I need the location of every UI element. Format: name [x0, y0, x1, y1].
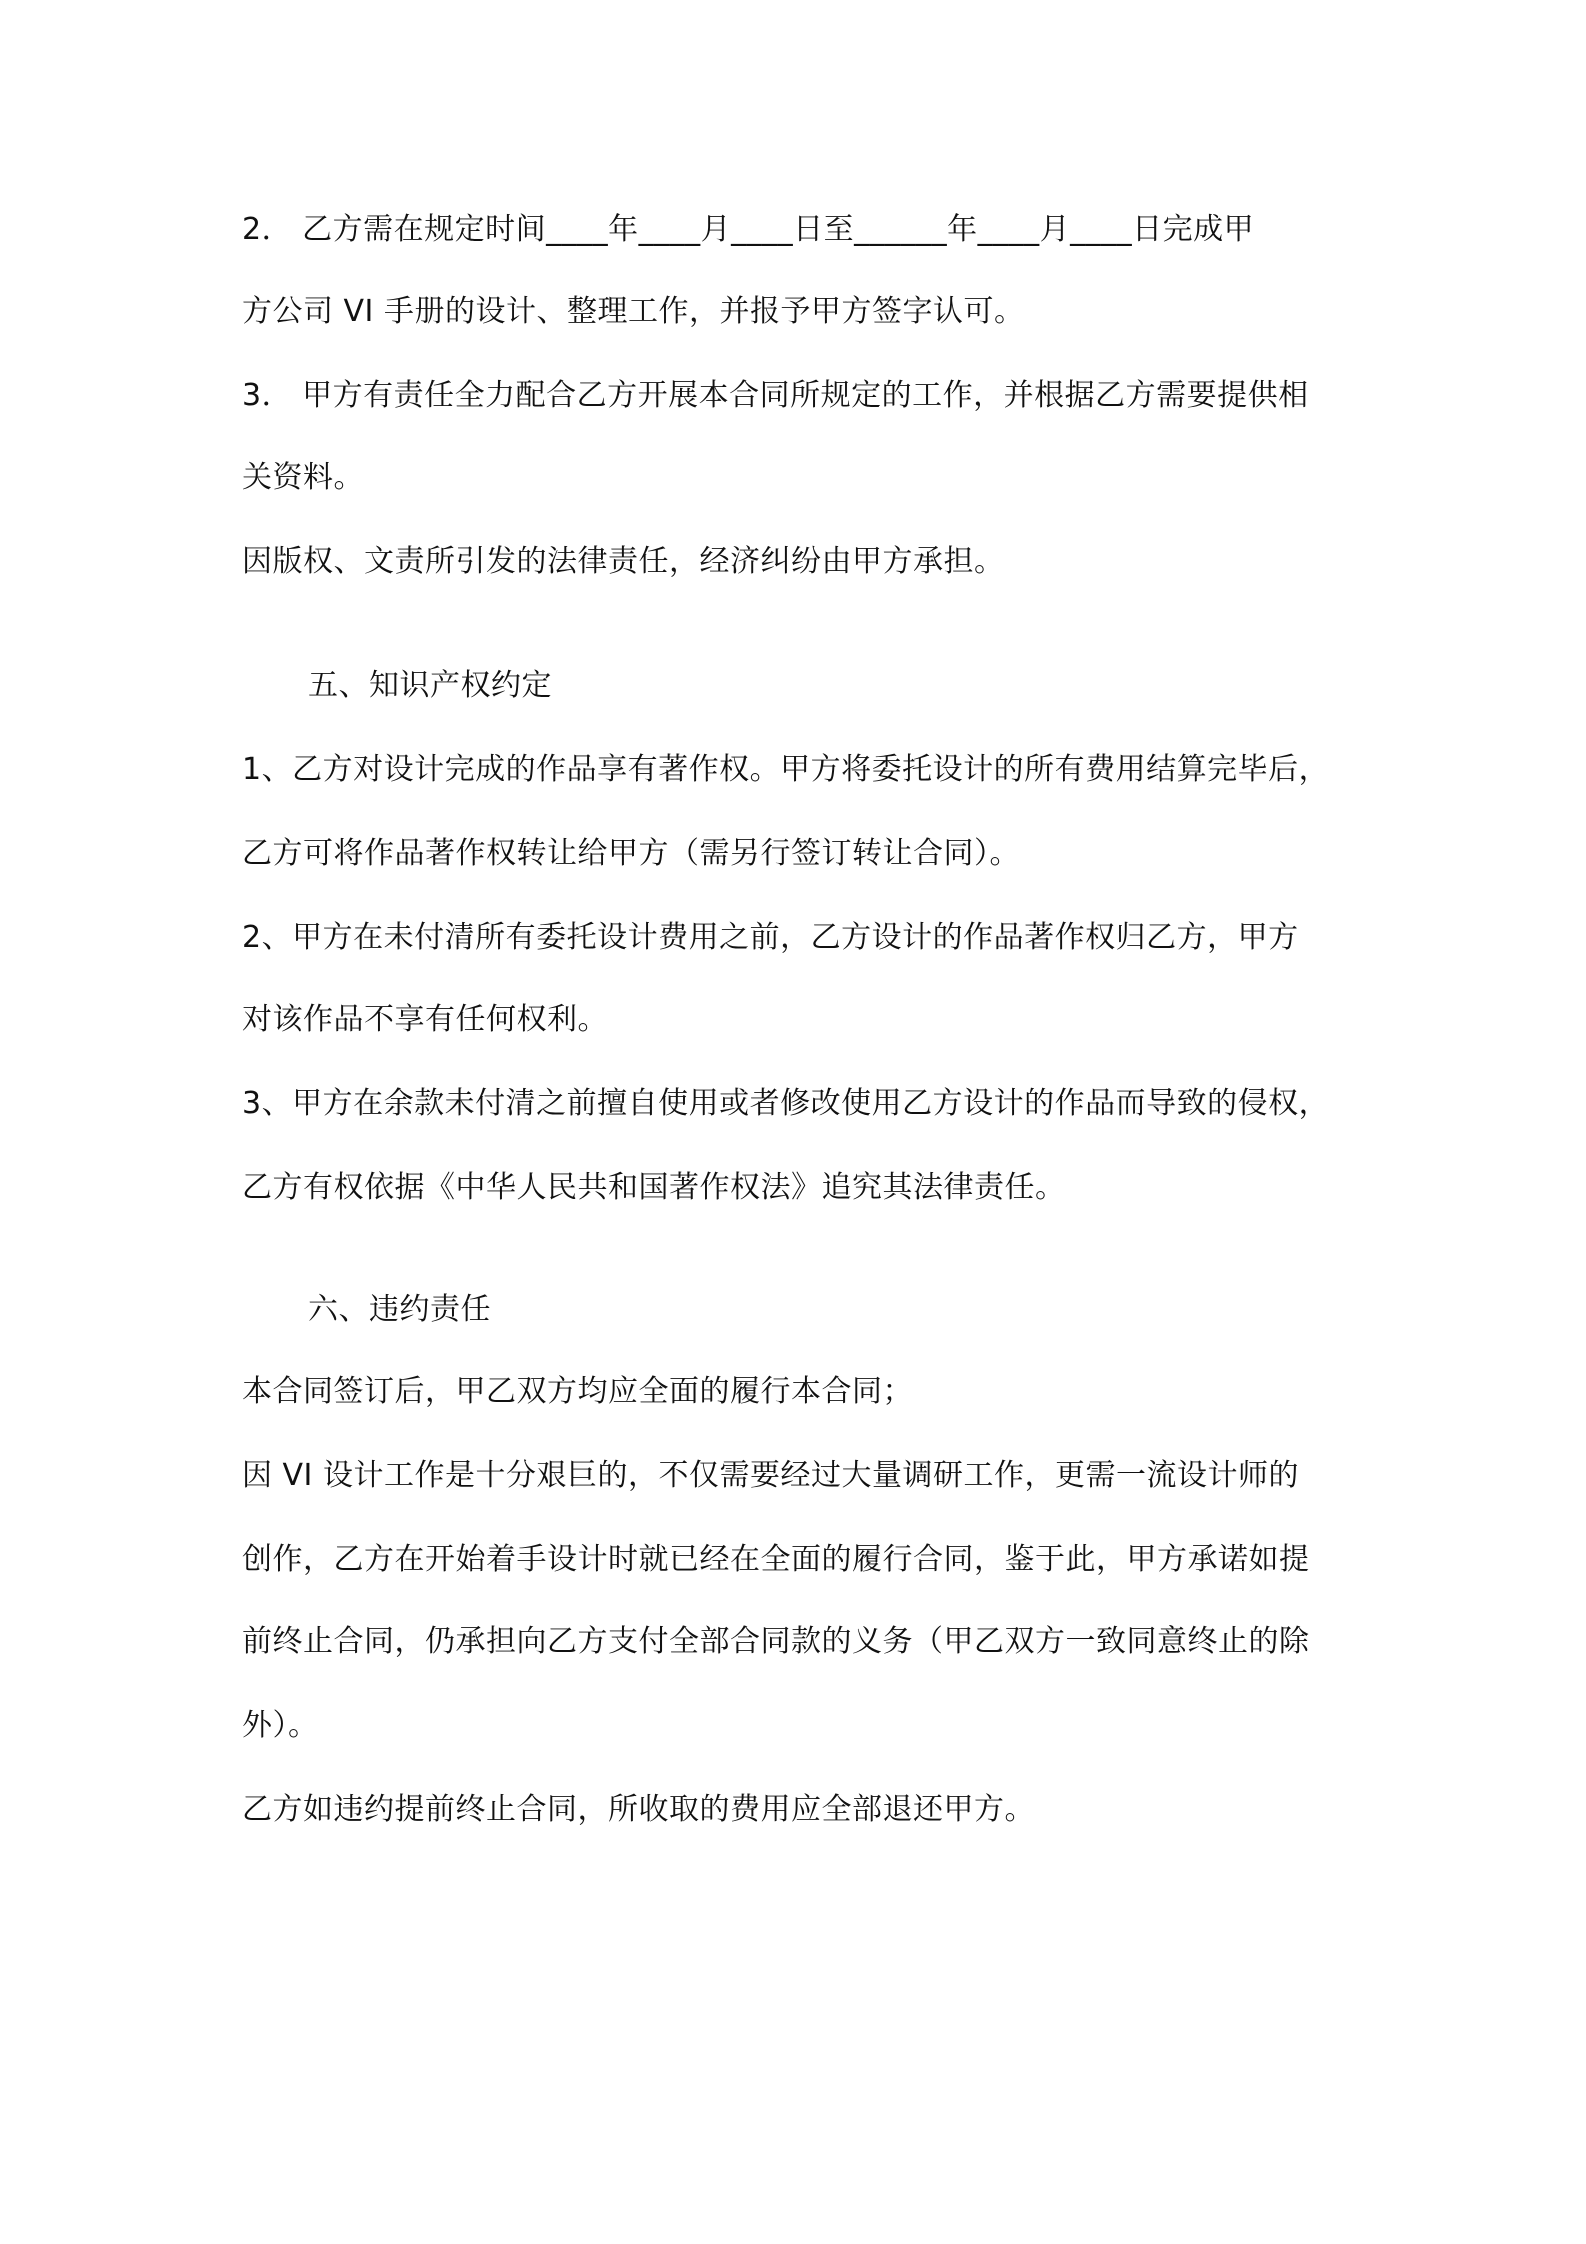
ip-item-3-line-1: 3、甲方在余款未付清之前擅自使用或者修改使用乙方设计的作品而导致的侵权， — [242, 1086, 1330, 1121]
copyright-liability-line: 因版权、文责所引发的法律责任，经济纠纷由甲方承担。 — [242, 544, 1005, 579]
ip-item-3-line-2: 乙方有权依据《中华人民共和国著作权法》追究其法律责任。 — [242, 1170, 1066, 1205]
section-heading-breach: 六、违约责任 — [308, 1292, 491, 1327]
breach-line-4: 前终止合同，仍承担向乙方支付全部合同款的义务（甲乙双方一致同意终止的除 — [242, 1624, 1310, 1659]
section-heading-ip: 五、知识产权约定 — [308, 668, 552, 703]
paragraph-3-line-1: 3． 甲方有责任全力配合乙方开展本合同所规定的工作，并根据乙方需要提供相 — [242, 378, 1309, 413]
breach-line-3: 创作，乙方在开始着手设计时就已经在全面的履行合同，鉴于此，甲方承诺如提 — [242, 1542, 1310, 1577]
ip-item-1-line-2: 乙方可将作品著作权转让给甲方（需另行签订转让合同）。 — [242, 836, 1020, 871]
breach-line-6: 乙方如违约提前终止合同，所收取的费用应全部退还甲方。 — [242, 1792, 1035, 1827]
ip-item-1-line-1: 1、乙方对设计完成的作品享有著作权。甲方将委托设计的所有费用结算完毕后， — [242, 752, 1330, 787]
ip-item-2-line-1: 2、甲方在未付清所有委托设计费用之前，乙方设计的作品著作权归乙方，甲方 — [242, 920, 1299, 955]
ip-item-2-line-2: 对该作品不享有任何权利。 — [242, 1002, 608, 1037]
paragraph-2-line-2: 方公司 VI 手册的设计、整理工作，并报予甲方签字认可。 — [242, 294, 1025, 329]
breach-line-2: 因 VI 设计工作是十分艰巨的，不仅需要经过大量调研工作，更需一流设计师的 — [242, 1458, 1299, 1493]
paragraph-3-line-2: 关资料。 — [242, 460, 364, 495]
paragraph-2-line-1: 2． 乙方需在规定时间____年____月____日至______年____月____日完成甲 — [242, 212, 1255, 247]
breach-line-1: 本合同签订后，甲乙双方均应全面的履行本合同； — [242, 1374, 913, 1409]
breach-line-5: 外）。 — [242, 1708, 319, 1743]
